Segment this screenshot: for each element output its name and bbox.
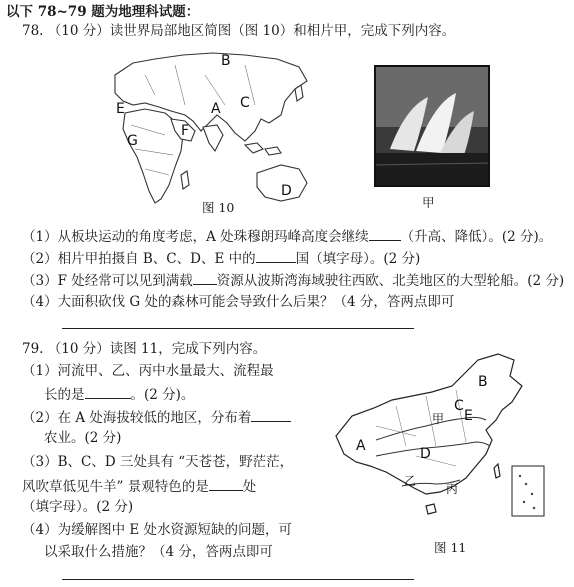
q78-item-3 xyxy=(22,270,564,290)
map10-label-f: F xyxy=(181,123,190,139)
q79-item-3-line-2-text: 风吹草低见牛羊” 景观特色的是 xyxy=(22,479,209,495)
q79-item-4-line-1: （4）为缓解图中 E 处水资源短缺的问题，可 xyxy=(22,522,293,538)
map10-label-a: A xyxy=(211,101,221,117)
answer-blank[interactable] xyxy=(85,384,131,399)
answer-blank[interactable] xyxy=(209,476,243,491)
sydney-opera-house-photo xyxy=(376,67,488,185)
q79-item-3-line-2 xyxy=(22,476,256,496)
q78-stem-text: （10 分）读世界局部地区简图（图 10）和相片甲，完成下列内容。 xyxy=(47,23,456,39)
q79-item-1-line-2-text: 长的是 xyxy=(44,387,85,403)
figure-10-caption: 图 10 xyxy=(202,200,235,215)
q78-item-2-text: （2）相片甲拍摄自 B、C、D、E 中的 xyxy=(22,251,256,267)
answer-blank[interactable] xyxy=(251,407,291,422)
q78-item-1 xyxy=(22,226,552,246)
photo-jia-caption: 甲 xyxy=(422,195,435,210)
map11-label-a: A xyxy=(356,438,366,454)
world-map-figure xyxy=(85,45,325,215)
answer-blank[interactable] xyxy=(193,270,217,285)
map11-label-e: E xyxy=(464,408,473,424)
q79-number: 79. xyxy=(22,341,44,357)
map11-label-bing: 丙 xyxy=(446,482,459,496)
q79-item-1-line-2 xyxy=(44,384,194,404)
q79-item-1-line-2-tail: 。(2 分)。 xyxy=(130,387,195,403)
figure-11-caption: 图 11 xyxy=(434,540,467,555)
q79-item-1-line-1: （1）河流甲、乙、丙中水量最大、流程最 xyxy=(22,363,274,379)
map10-label-b: B xyxy=(221,53,231,69)
q79-stem-text: （10 分）读图 11，完成下列内容。 xyxy=(47,341,267,357)
q79-item-4-line-2: 以采取什么措施？（4 分，答两点即可 xyxy=(44,544,273,560)
q78-answer-line[interactable] xyxy=(62,328,414,329)
map11-label-yi: 乙 xyxy=(404,474,417,488)
q78-item-2 xyxy=(22,248,420,268)
map11-label-d: D xyxy=(420,446,431,462)
answer-blank[interactable] xyxy=(256,248,296,263)
q78-item-4: （4）大面积砍伐 G 处的森林可能会导致什么后果？（4 分，答两点即可 xyxy=(22,294,455,310)
q79-item-3-line-2-tail: 处 xyxy=(242,479,257,495)
china-map-figure xyxy=(316,346,556,526)
photo-jia xyxy=(374,65,490,187)
section-header: 以下 78~79 题为地理科试题： xyxy=(6,4,200,20)
map10-label-g: G xyxy=(127,133,138,149)
q79-item-2-line-1 xyxy=(22,407,291,427)
answer-blank[interactable] xyxy=(369,226,401,241)
map10-label-e: E xyxy=(116,101,125,117)
q78-item-3-tail: 资源从波斯湾海域驶往西欧、北美地区的大型轮船。(2 分) xyxy=(216,273,565,289)
map11-label-b: B xyxy=(478,374,488,390)
q78-item-3-text: （3）F 处经常可以见到满载 xyxy=(22,273,193,289)
q79-item-3-line-3: （填字母）。(2 分) xyxy=(22,499,134,515)
q78-stem xyxy=(22,22,455,40)
map11-label-c: C xyxy=(454,398,464,414)
q79-item-2-text: （2）在 A 处海拔较低的地区，分布着 xyxy=(22,410,252,426)
china-map xyxy=(316,346,556,526)
q78-number: 78. xyxy=(22,23,44,39)
q78-item-1-text: （1）从板块运动的角度考虑，A 处珠穆朗玛峰高度会继续 xyxy=(22,229,369,245)
q79-stem xyxy=(22,340,266,358)
q78-item-1-tail: （升高、降低）。(2 分)。 xyxy=(400,229,553,245)
q78-item-2-tail: 国（填字母）。(2 分) xyxy=(295,251,421,267)
south-china-sea-inset xyxy=(512,466,544,516)
q79-item-3-line-1: （3）B、C、D 三处具有 “天苍苍，野茫茫， xyxy=(22,454,294,470)
map11-label-jia: 甲 xyxy=(432,412,445,426)
q79-item-2-line-2: 农业。(2 分) xyxy=(44,430,122,446)
map10-label-d: D xyxy=(281,183,292,199)
map10-label-c: C xyxy=(240,95,250,111)
q79-answer-line[interactable] xyxy=(62,579,414,580)
